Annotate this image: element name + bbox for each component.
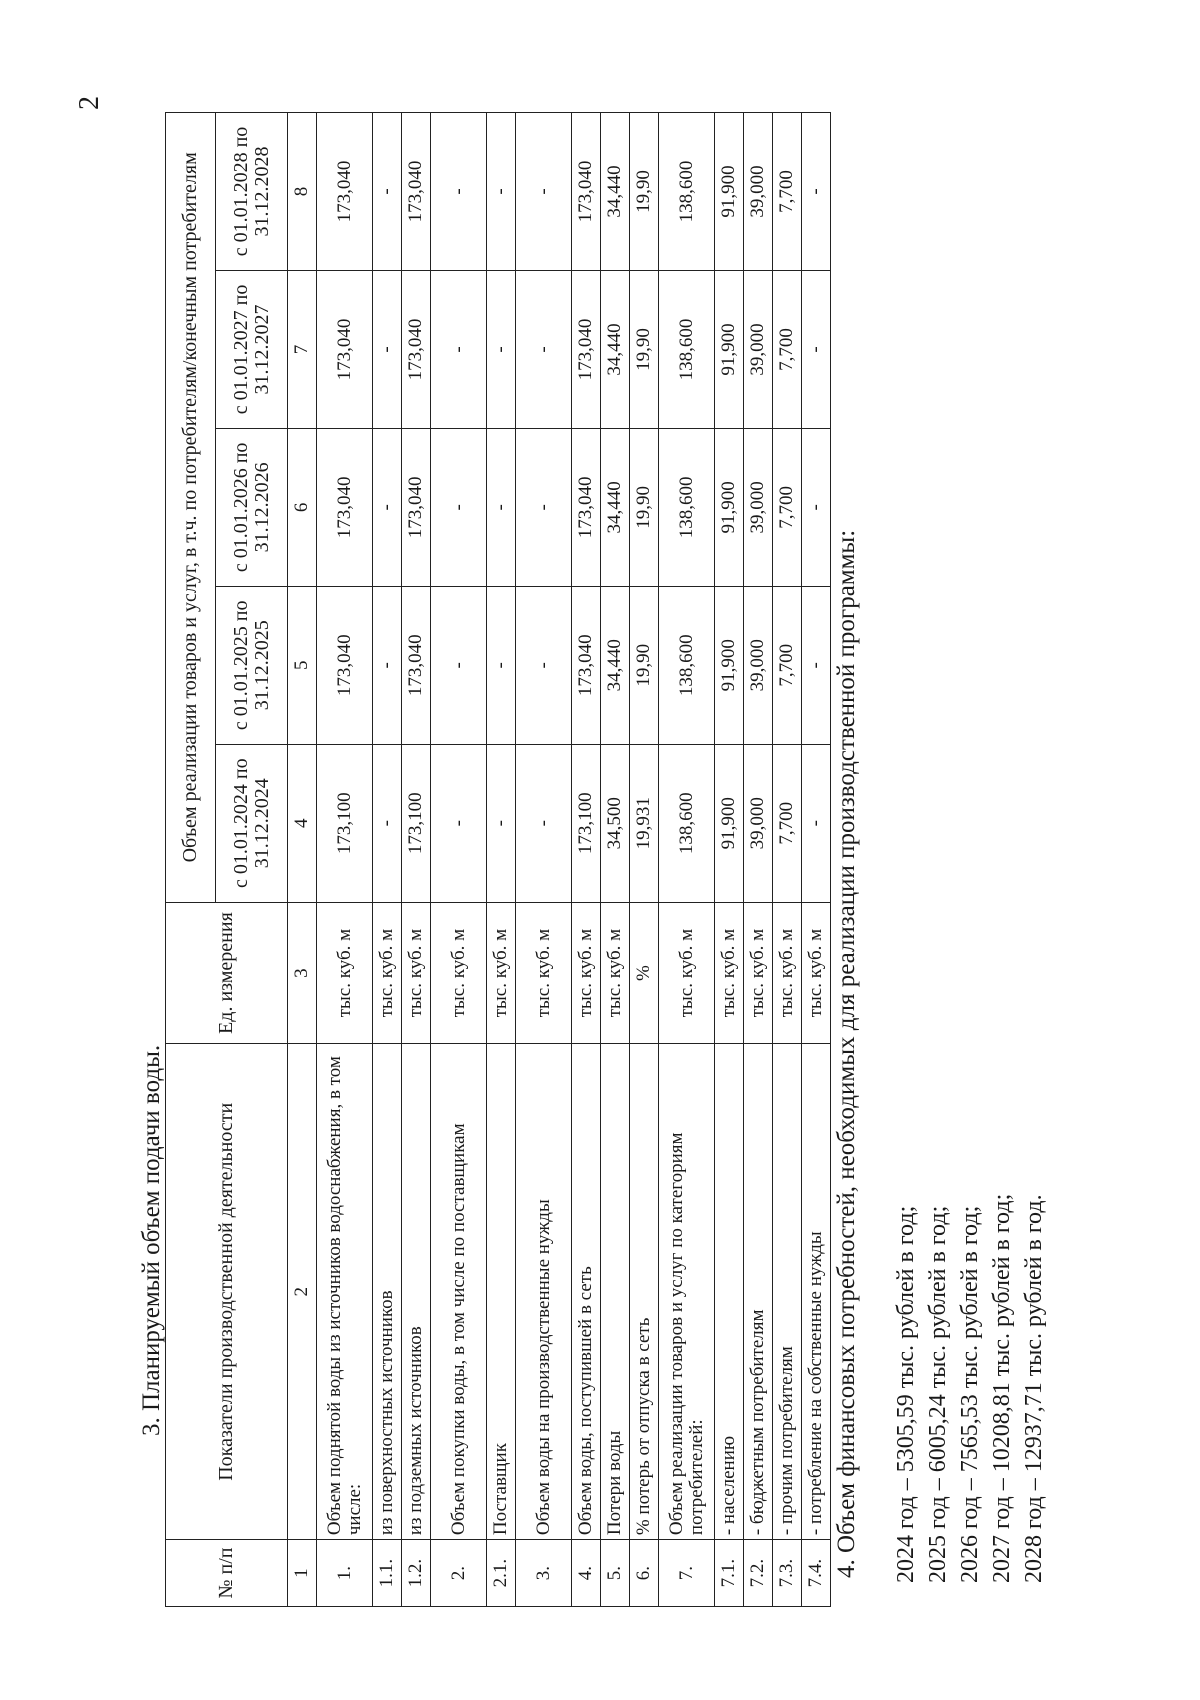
index-cell: 7 <box>288 270 317 428</box>
table-row <box>431 113 487 1607</box>
row-value: 91,900 <box>715 270 744 428</box>
table-row <box>773 113 802 1607</box>
row-number: 6. <box>630 1540 659 1607</box>
row-value: 19,90 <box>630 113 659 271</box>
row-number: 7.2. <box>744 1540 773 1607</box>
row-value: 19,90 <box>630 428 659 586</box>
row-value: 173,100 <box>402 744 431 902</box>
row-value: - <box>516 428 572 586</box>
row-value: 173,040 <box>572 113 601 271</box>
row-value: 39,000 <box>744 428 773 586</box>
row-indicator: из подземных источников <box>402 1044 431 1540</box>
table-row <box>373 113 402 1607</box>
row-number: 7. <box>659 1540 715 1607</box>
row-value: 7,700 <box>773 744 802 902</box>
row-indicator: Объем покупки воды, в том числе по поставщикам <box>431 1044 487 1540</box>
row-value: - <box>487 744 516 902</box>
row-value: 173,040 <box>317 113 373 271</box>
table-row <box>802 113 831 1607</box>
row-number: 1.2. <box>402 1540 431 1607</box>
row-value: - <box>802 270 831 428</box>
row-value: 138,600 <box>659 744 715 902</box>
row-value: 34,440 <box>601 113 630 271</box>
row-value: - <box>487 270 516 428</box>
table-row <box>487 113 516 1607</box>
row-unit: % <box>630 902 659 1044</box>
row-value: 138,600 <box>659 428 715 586</box>
row-value: - <box>431 744 487 902</box>
row-value: 19,90 <box>630 586 659 744</box>
header-period: с 01.01.2025 по 31.12.2025 <box>216 586 288 744</box>
index-cell: 3 <box>288 902 317 1044</box>
row-indicator: Объем поднятой воды из источников водоснабжения, в том числе: <box>317 1044 373 1540</box>
row-value: 19,90 <box>630 270 659 428</box>
table-row <box>601 113 630 1607</box>
water-supply-table <box>165 112 831 1607</box>
index-cell: 6 <box>288 428 317 586</box>
row-indicator: Поставщик <box>487 1044 516 1540</box>
row-indicator: - прочим потребителям <box>773 1044 802 1540</box>
row-unit: тыс. куб. м <box>373 902 402 1044</box>
row-unit: тыс. куб. м <box>487 902 516 1044</box>
header-name: Показатели производственной деятельности <box>166 1044 288 1540</box>
index-cell: 2 <box>288 1044 317 1540</box>
row-value: 138,600 <box>659 270 715 428</box>
page-number: 2 <box>74 96 105 110</box>
row-value: 91,900 <box>715 113 744 271</box>
row-value: - <box>516 113 572 271</box>
row-value: - <box>373 744 402 902</box>
header-period: с 01.01.2027 по 31.12.2027 <box>216 270 288 428</box>
header-group: Объем реализации товаров и услуг, в т.ч. по потребителям/конечным потребителям <box>166 113 216 903</box>
row-value: 173,040 <box>317 270 373 428</box>
index-cell: 1 <box>288 1540 317 1607</box>
row-number: 7.3. <box>773 1540 802 1607</box>
row-number: 1. <box>317 1540 373 1607</box>
row-indicator: Объем воды, поступившей в сеть <box>572 1044 601 1540</box>
row-value: - <box>516 744 572 902</box>
row-value: - <box>516 586 572 744</box>
row-value: 173,040 <box>572 428 601 586</box>
row-value: 173,040 <box>317 586 373 744</box>
row-indicator: Объем воды на производственные нужды <box>516 1044 572 1540</box>
table-row <box>317 113 373 1607</box>
table-row <box>630 113 659 1607</box>
row-value: 34,500 <box>601 744 630 902</box>
row-value: - <box>802 744 831 902</box>
index-cell: 4 <box>288 744 317 902</box>
row-value: 173,040 <box>402 113 431 271</box>
row-value: 34,440 <box>601 586 630 744</box>
row-number: 1.1. <box>373 1540 402 1607</box>
row-value: 91,900 <box>715 744 744 902</box>
table-row <box>744 113 773 1607</box>
row-value: 91,900 <box>715 428 744 586</box>
row-value: 39,000 <box>744 586 773 744</box>
header-unit: Ед. измерения <box>166 902 288 1044</box>
row-number: 7.4. <box>802 1540 831 1607</box>
row-value: 34,440 <box>601 428 630 586</box>
row-value: 173,040 <box>402 586 431 744</box>
section4-title: 4. Объем финансовых потребностей, необходимых для реализации производственной программы: <box>833 529 860 1578</box>
row-value: 173,040 <box>402 270 431 428</box>
row-unit: тыс. куб. м <box>317 902 373 1044</box>
row-indicator: % потерь от отпуска в сеть <box>630 1044 659 1540</box>
row-value: 173,040 <box>572 586 601 744</box>
row-value: - <box>802 113 831 271</box>
row-indicator: Объем реализации товаров и услуг по категориям потребителей: <box>659 1044 715 1540</box>
finance-years-list <box>890 1194 1050 1583</box>
row-value: - <box>431 270 487 428</box>
row-value: - <box>373 428 402 586</box>
row-unit: тыс. куб. м <box>802 902 831 1044</box>
table-body <box>288 113 831 1607</box>
row-unit: тыс. куб. м <box>659 902 715 1044</box>
header-period: с 01.01.2028 по 31.12.2028 <box>216 113 288 271</box>
row-unit: тыс. куб. м <box>601 902 630 1044</box>
row-value: - <box>431 113 487 271</box>
row-value: 173,040 <box>402 428 431 586</box>
table-row <box>715 113 744 1607</box>
table-row <box>516 113 572 1607</box>
row-value: 138,600 <box>659 586 715 744</box>
finance-year-line: 2028 год – 12937,71 тыс. рублей в год. <box>1021 1194 1047 1583</box>
row-number: 5. <box>601 1540 630 1607</box>
header-num: № п/п <box>166 1540 288 1607</box>
row-value: 7,700 <box>773 270 802 428</box>
row-indicator: из поверхностных источников <box>373 1044 402 1540</box>
row-value: - <box>373 586 402 744</box>
row-unit: тыс. куб. м <box>431 902 487 1044</box>
row-indicator: - потребление на собственные нужды <box>802 1044 831 1540</box>
row-value: 39,000 <box>744 113 773 271</box>
row-unit: тыс. куб. м <box>715 902 744 1044</box>
row-value: - <box>487 113 516 271</box>
row-value: 173,100 <box>572 744 601 902</box>
row-value: 138,600 <box>659 113 715 271</box>
row-value: 7,700 <box>773 428 802 586</box>
row-value: - <box>431 428 487 586</box>
row-unit: тыс. куб. м <box>744 902 773 1044</box>
table-row <box>402 113 431 1607</box>
row-value: 39,000 <box>744 270 773 428</box>
row-indicator: - населению <box>715 1044 744 1540</box>
finance-year-line: 2024 год – 5305,59 тыс. рублей в год; <box>893 1205 919 1583</box>
row-value: - <box>373 113 402 271</box>
row-value: - <box>802 586 831 744</box>
finance-year-line: 2025 год – 6005,24 тыс. рублей в год; <box>925 1205 951 1583</box>
row-value: - <box>487 586 516 744</box>
row-number: 2. <box>431 1540 487 1607</box>
table-row <box>659 113 715 1607</box>
finance-year-line: 2027 год – 10208,81 тыс. рублей в год; <box>989 1193 1015 1583</box>
row-value: - <box>373 270 402 428</box>
header-period: с 01.01.2024 по 31.12.2024 <box>216 744 288 902</box>
row-number: 4. <box>572 1540 601 1607</box>
index-row <box>288 113 317 1607</box>
row-value: 7,700 <box>773 113 802 271</box>
row-indicator: Потери воды <box>601 1044 630 1540</box>
row-unit: тыс. куб. м <box>402 902 431 1044</box>
row-value: 39,000 <box>744 744 773 902</box>
row-value: - <box>516 270 572 428</box>
table-row <box>572 113 601 1607</box>
row-number: 3. <box>516 1540 572 1607</box>
row-value: - <box>431 586 487 744</box>
section-title: 3. Планируемый объем подачи воды. <box>138 1044 165 1436</box>
row-value: 19,931 <box>630 744 659 902</box>
row-unit: тыс. куб. м <box>572 902 601 1044</box>
row-value: 173,040 <box>317 428 373 586</box>
row-value: 34,440 <box>601 270 630 428</box>
row-value: - <box>802 428 831 586</box>
row-indicator: - бюджетным потребителям <box>744 1044 773 1540</box>
row-unit: тыс. куб. м <box>516 902 572 1044</box>
row-value: 173,100 <box>317 744 373 902</box>
row-number: 7.1. <box>715 1540 744 1607</box>
row-value: 173,040 <box>572 270 601 428</box>
row-value: - <box>487 428 516 586</box>
row-value: 7,700 <box>773 586 802 744</box>
index-cell: 5 <box>288 586 317 744</box>
row-unit: тыс. куб. м <box>773 902 802 1044</box>
row-number: 2.1. <box>487 1540 516 1607</box>
row-value: 91,900 <box>715 586 744 744</box>
index-cell: 8 <box>288 113 317 271</box>
header-period: с 01.01.2026 по 31.12.2026 <box>216 428 288 586</box>
finance-year-line: 2026 год – 7565,53 тыс. рублей в год; <box>957 1205 983 1583</box>
